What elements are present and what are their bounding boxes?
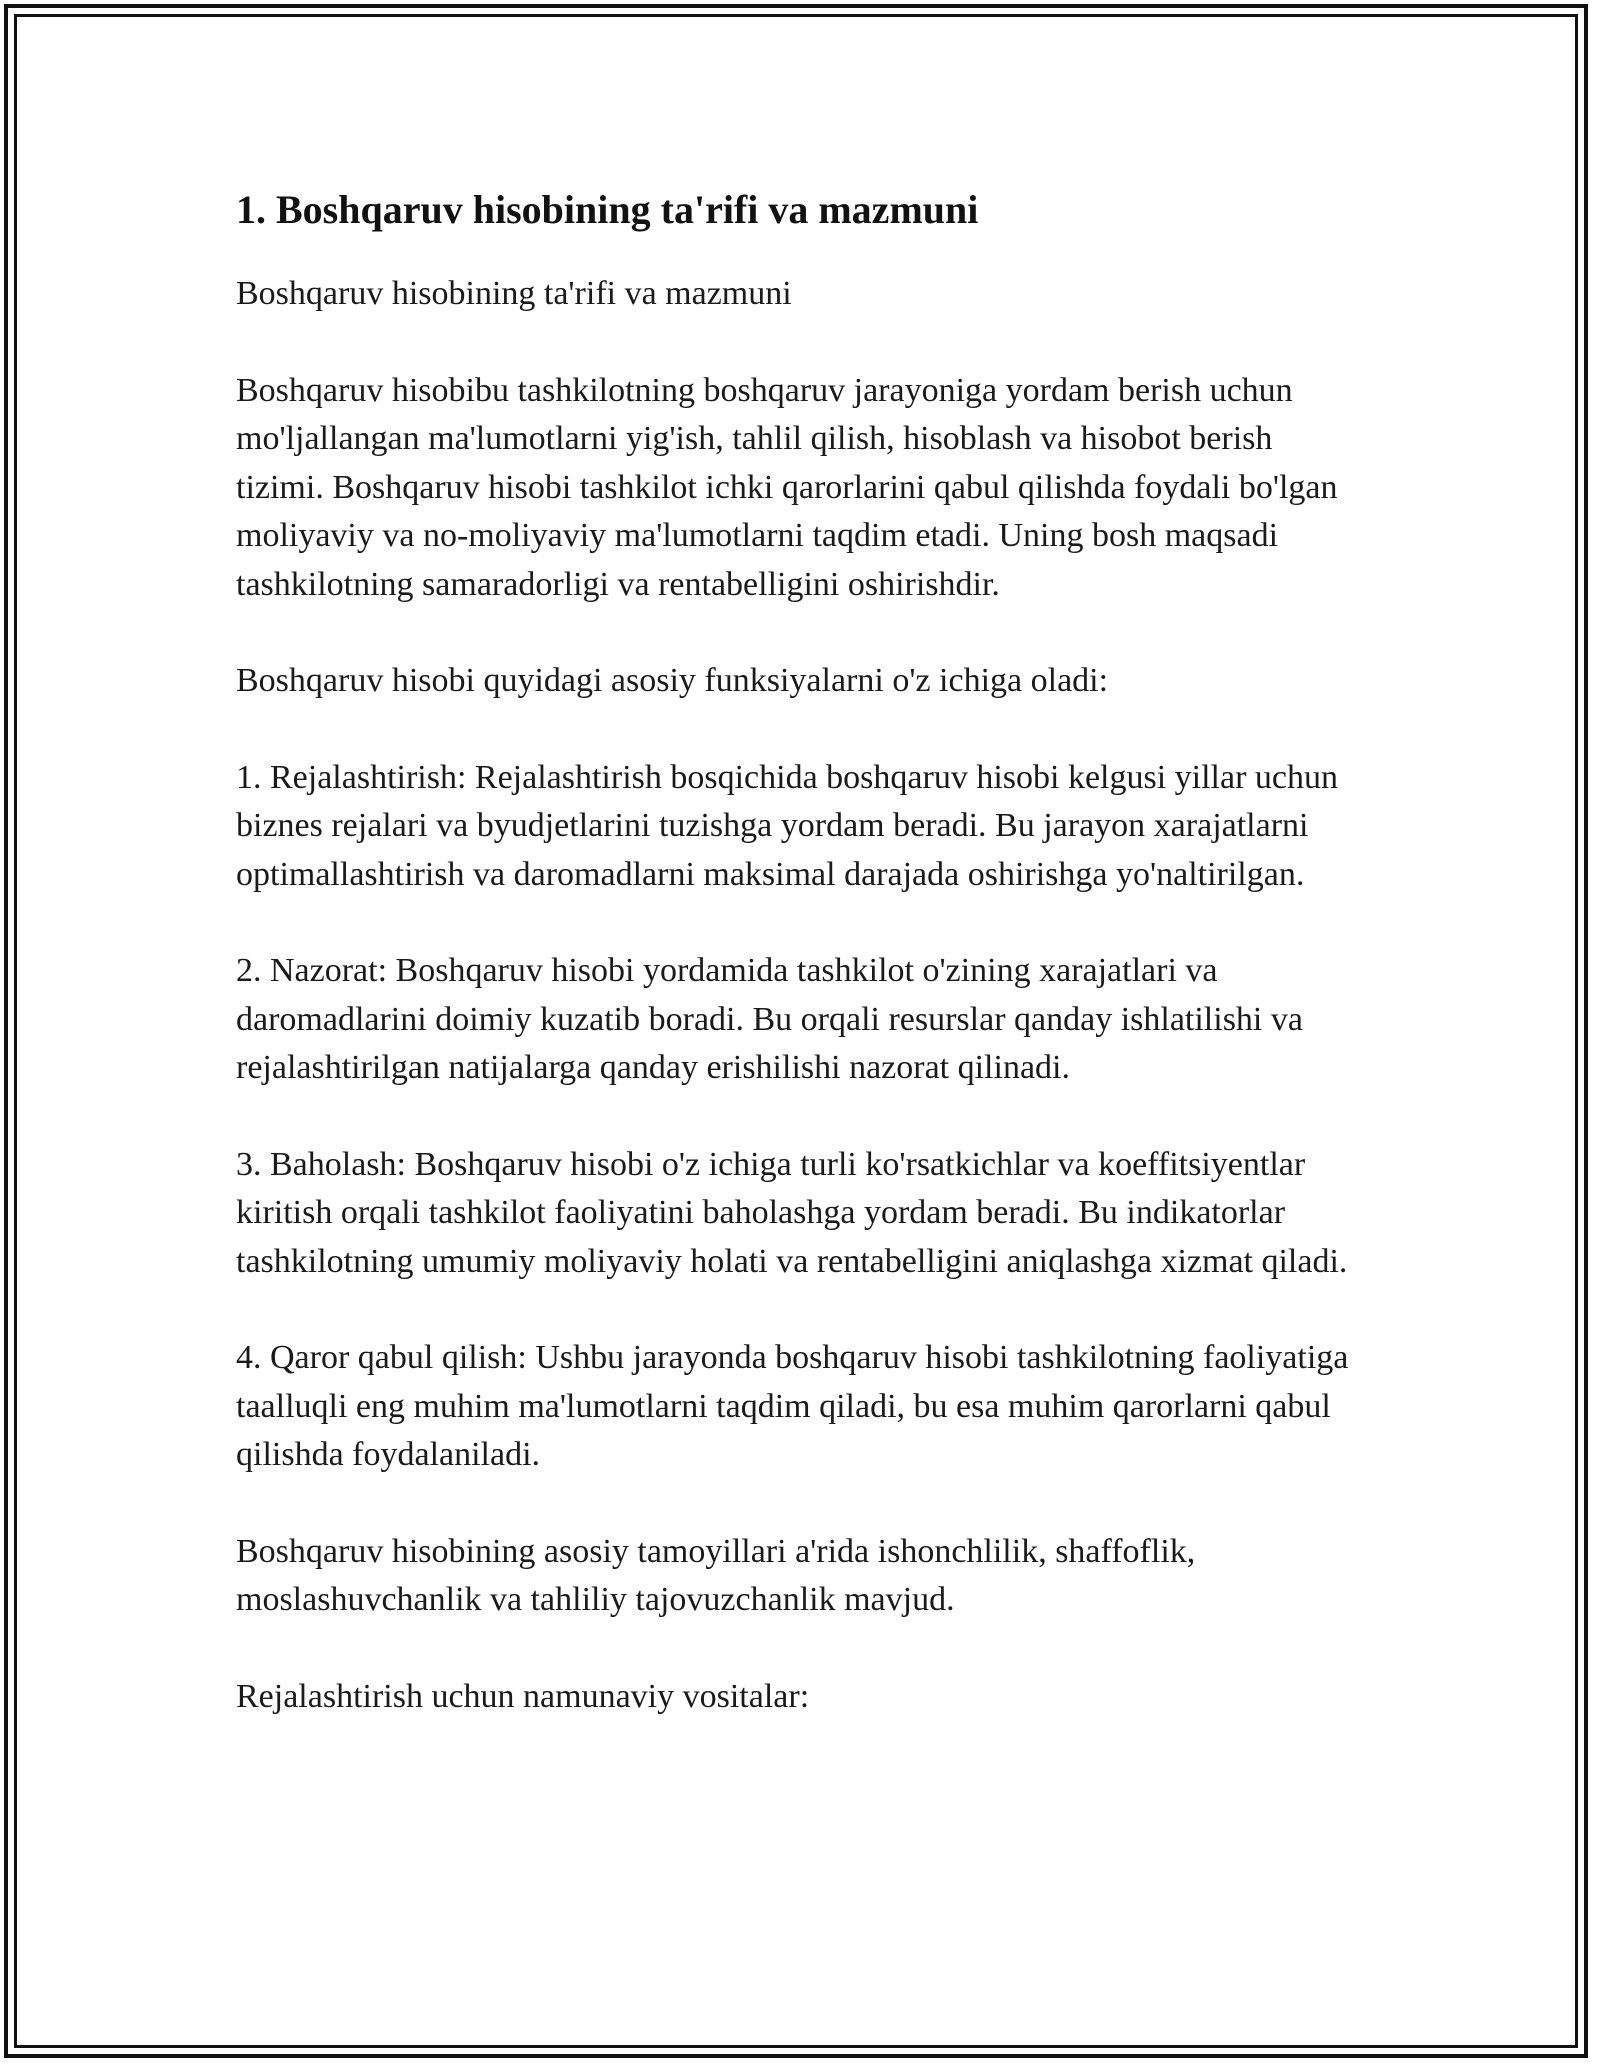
- definition-paragraph: Boshqaruv hisobibu tashkilotning boshqaruv jarayoniga yordam berish uchun mo'ljallangan ma'lumotlarni yig'ish, tahlil qilish, hisoblash va hisobot berish tizimi. Boshqaruv hisobi tashkilot ichki qarorlarini qabul qilishda foydali bo'lgan moliyaviy va no-moliyaviy ma'lumotlarni taqdim etadi. Uning bosh maqsadi tashkilotning samaradorligi va rentabelligini oshirishdir.: [236, 371, 1338, 603]
- principles-paragraph: Boshqaruv hisobining asosiy tamoyillari a'rida ishonchlilik, shaffoflik, moslashuvchanlik va tahliliy tajovuzchanlik mavjud.: [236, 1532, 1196, 1618]
- function-planning-paragraph: 1. Rejalashtirish: Rejalashtirish bosqichida boshqaruv hisobi kelgusi yillar uchun biznes rejalari va byudjetlarini tuzishga yordam beradi. Bu jarayon xarajatlarni optimallashtirish va daromadlarni maksimal darajada oshirishga yo'naltirilgan.: [236, 758, 1339, 893]
- section-subtitle: Boshqaruv hisobining ta'rifi va mazmuni: [236, 275, 792, 312]
- document-body: [236, 184, 1366, 1769]
- function-decision-paragraph: 4. Qaror qabul qilish: Ushbu jarayonda boshqaruv hisobi tashkilotning faoliyatiga taalluqli eng muhim ma'lumotlarni taqdim qiladi, bu esa muhim qarorlarni qabul qilishda foydalaniladi.: [236, 1339, 1349, 1473]
- functions-intro-paragraph: Boshqaruv hisobi quyidagi asosiy funksiyalarni o'z ichiga oladi:: [236, 662, 1109, 699]
- planning-tools-paragraph: Rejalashtirish uchun namunaviy vositalar:: [236, 1677, 810, 1715]
- section-heading: 1. Boshqaruv hisobining ta'rifi va mazmuni: [236, 187, 979, 232]
- function-evaluation-paragraph: 3. Baholash: Boshqaruv hisobi o'z ichiga turli ko'rsatkichlar va koeffitsiyentlar kiritish orqali tashkilot faoliyatini baholashga yordam beradi. Bu indikatorlar tashkilotning umumiy moliyaviy holati va rentabelligini aniqlashga xizmat qiladi.: [236, 1145, 1348, 1280]
- function-control-paragraph: 2. Nazorat: Boshqaruv hisobi yordamida tashkilot o'zining xarajatlari va daromadlarini doimiy kuzatib boradi. Bu orqali resurslar qanday ishlatilishi va rejalashtirilgan natijalarga qanday erishilishi nazorat qilinadi.: [236, 952, 1303, 1086]
